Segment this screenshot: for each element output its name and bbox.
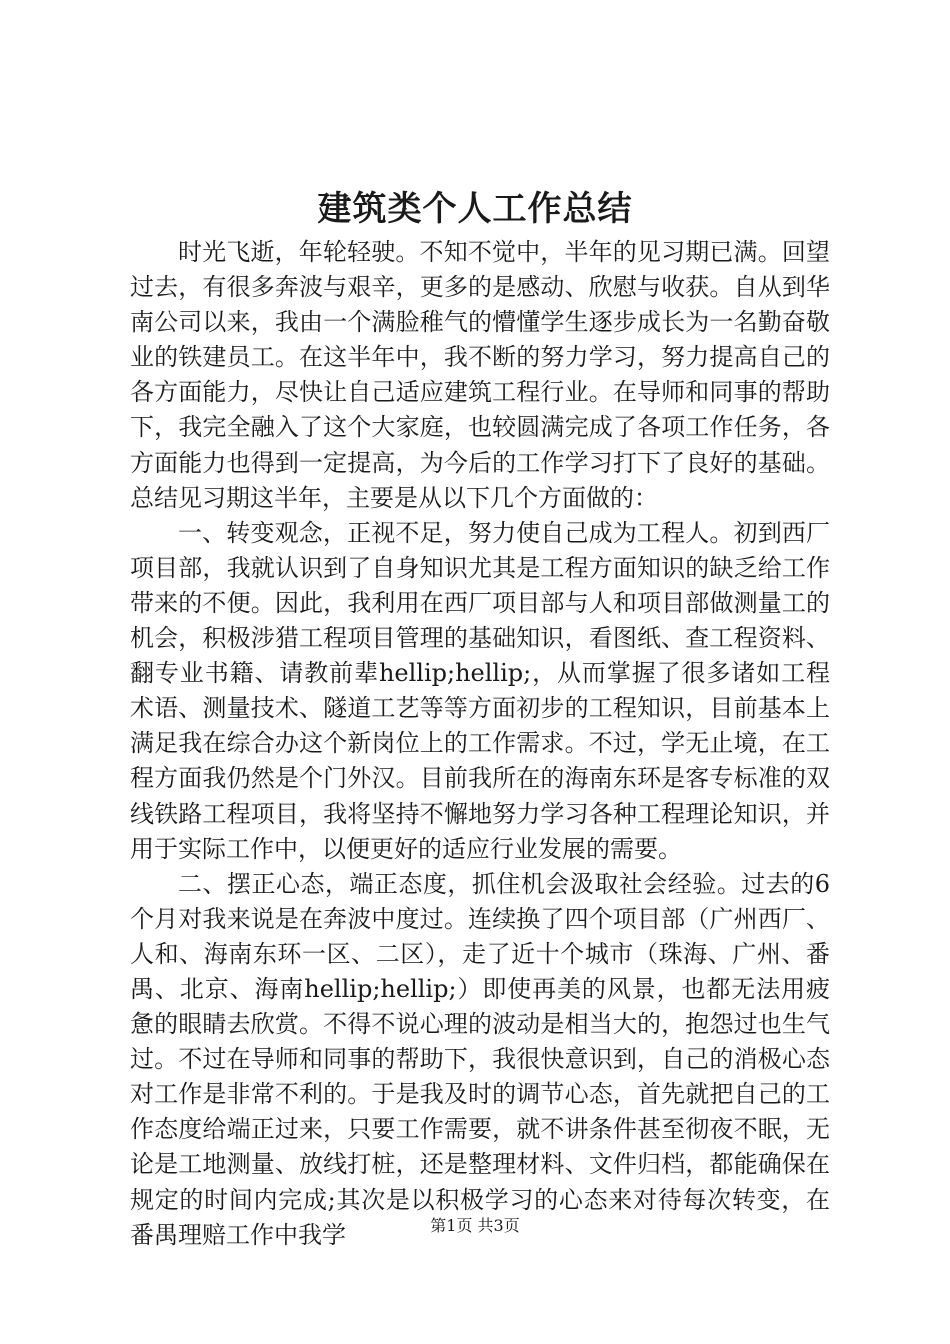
paragraph-section-one: 一、转变观念，正视不足，努力使自己成为工程人。初到西厂项目部，我就认识到了自身知识尤其是工程方面知识的缺乏给工作带来的不便。因此，我利用在西厂项目部与人和项目部做测量工的机会，积极涉猎工程项目管理的基础知识，看图纸、查工程资料、翻专业书籍、请教前辈hellip;hellip;，从而掌握了很多诸如工程术语、测量技术、隧道工艺等等方面初步的工程知识，目前基本上满足我在综合办这个新岗位上的工作需求。不过，学无止境，在工程方面我仍然是个门外汉。目前我所在的海南东环是客专标准的双线铁路工程项目，我将坚持不懈地努力学习各种工程理论知识，并用于实际工作中，以便更好的适应行业发展的需要。 bbox=[130, 518, 830, 863]
paragraph-intro: 时光飞逝，年轮轻驶。不知不觉中，半年的见习期已满。回望过去，有很多奔波与艰辛，更多的是感动、欣慰与收获。自从到华南公司以来，我由一个满脸稚气的懵懂学生逐步成长为一名勤奋敬业的铁建员工。在这半年中，我不断的努力学习，努力提高自己的各方面能力，尽快让自己适应建筑工程行业。在导师和同事的帮助下，我完全融入了这个大家庭，也较圆满完成了各项工作任务，各方面能力也得到一定提高，为今后的工作学习打下了良好的基础。总结见习期这半年，主要是从以下几个方面做的： bbox=[130, 238, 830, 512]
document-body bbox=[130, 235, 830, 1253]
document-title: 建筑类个人工作总结 bbox=[317, 189, 633, 229]
paragraph-section-two: 二、摆正心态，端正态度，抓住机会汲取社会经验。过去的6个月对我来说是在奔波中度过。连续换了四个项目部（广州西厂、人和、海南东环一区、二区），走了近十个城市（珠海、广州、番禺、北京、海南hellip;hellip;）即使再美的风景，也都无法用疲惫的眼睛去欣赏。不得不说心理的波动是相当大的，抱怨过也生气过。不过在导师和同事的帮助下，我很快意识到，自己的消极心态对工作是非常不利的。于是我及时的调节心态，首先就把自己的工作态度给端正过来，只要工作需要，就不讲条件甚至彻夜不眠，无论是工地测量、放线打桩，还是整理材料、文件归档，都能确保在规定的时间内完成;其次是以积极学习的心态来对待每次转变，在番禺理赔工作中我学 bbox=[130, 869, 830, 1249]
page-number-footer: 第1页 共3页 bbox=[430, 1216, 520, 1235]
